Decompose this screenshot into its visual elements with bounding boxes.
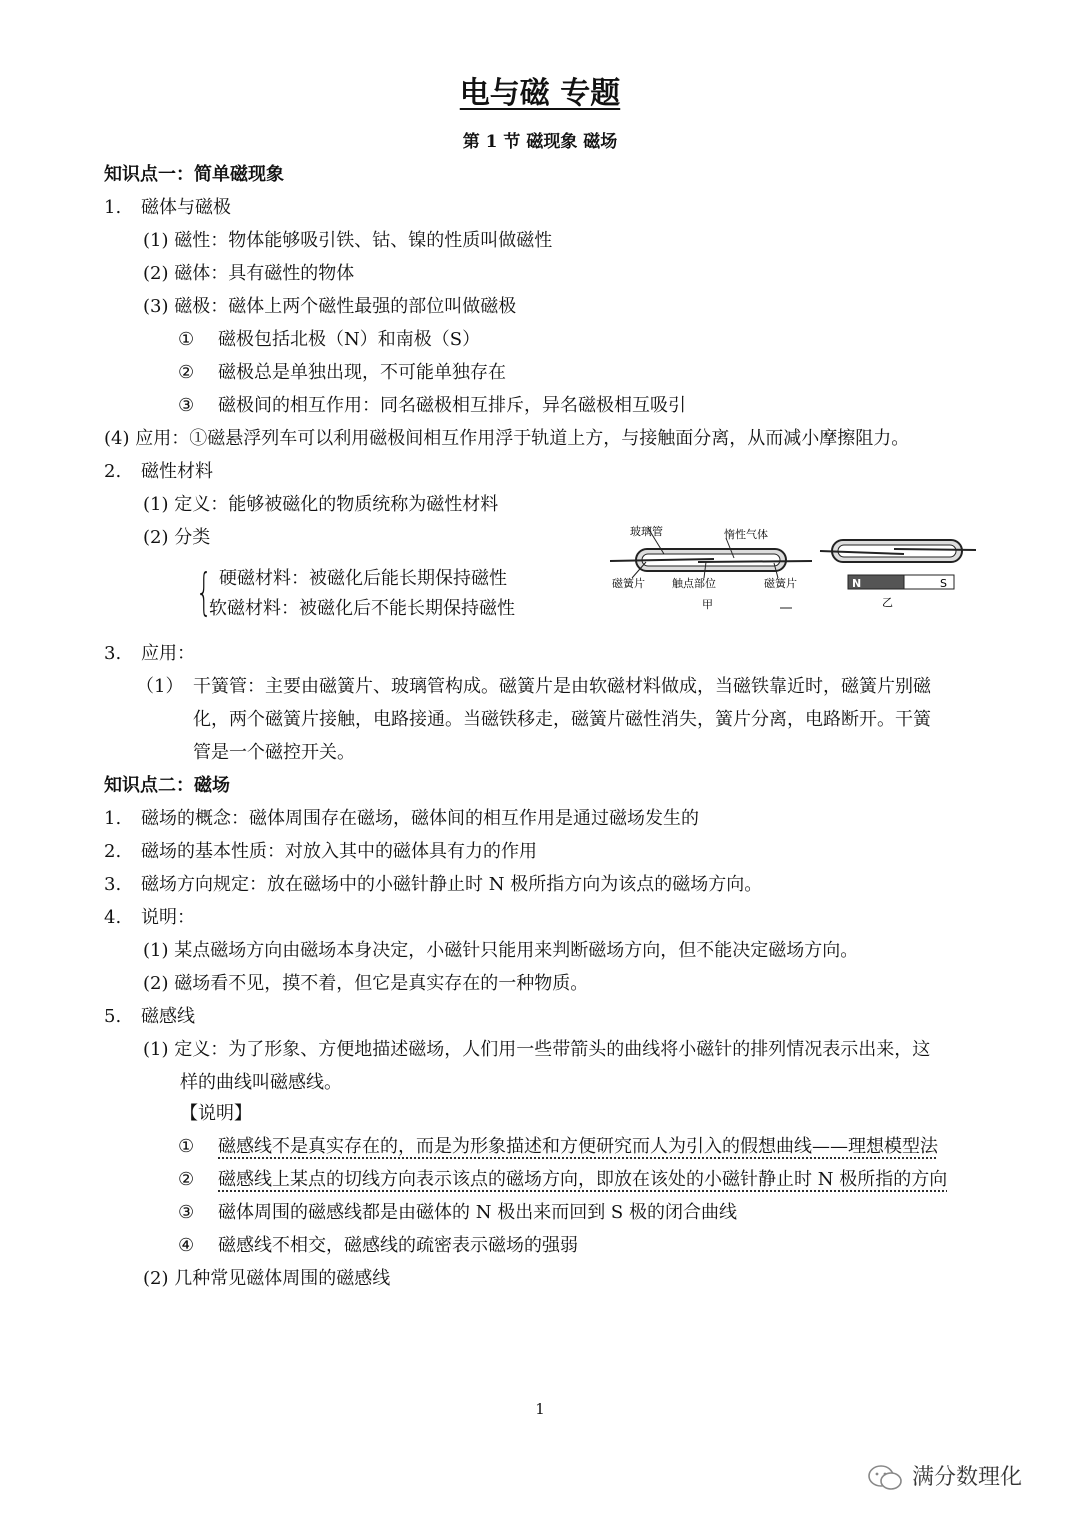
- reed-switch-figure: [606, 518, 986, 618]
- item-number: 5.: [104, 1006, 122, 1027]
- label-contact: 触点部位: [672, 577, 716, 590]
- item-text: 说明：: [141, 907, 195, 928]
- note-item-text: 磁体周围的磁感线都是由磁体的 N 极出来而回到 S 极的闭合曲线: [218, 1202, 737, 1223]
- item-number: 4.: [104, 907, 122, 928]
- magnet-n-label: N: [852, 577, 862, 590]
- sub-item-number: （1）: [136, 676, 184, 697]
- circled-item-text: 磁极总是单独出现，不可能单独存在: [218, 362, 506, 383]
- circled-number: ④: [178, 1235, 195, 1256]
- label-yi: 乙: [882, 596, 893, 609]
- watermark-text: 满分数理化: [912, 1465, 1023, 1490]
- reed-switch-jia: [610, 524, 812, 611]
- reed-switch-yi: [820, 540, 976, 609]
- note-item-text: 磁感线上某点的切线方向表示该点的磁场方向，即放在该处的小磁针静止时 N 极所指的方向: [218, 1169, 948, 1190]
- item-text: 磁感线: [141, 1006, 195, 1027]
- sub-item: (2) 几种常见磁体周围的磁感线: [143, 1268, 391, 1289]
- circled-number: ①: [178, 1136, 195, 1157]
- item-text: 应用：: [141, 643, 195, 664]
- sub-item-continued: 样的曲线叫磁感线。: [180, 1072, 342, 1093]
- label-reed-right: 磁簧片: [764, 577, 797, 590]
- magnet-s-label: S: [940, 577, 947, 590]
- sub-item: (1) 某点磁场方向由磁场本身决定，小磁针只能用来判断磁场方向，但不能决定磁场方向。: [143, 940, 859, 961]
- circled-item-text: 磁极间的相互作用：同名磁极相互排斥，异名磁极相互吸引: [218, 395, 686, 416]
- item-number: 3.: [104, 643, 122, 664]
- circled-number: ②: [178, 362, 195, 383]
- label-jia: 甲: [702, 598, 713, 611]
- item-text: 磁场的概念：磁体周围存在磁场，磁体间的相互作用是通过磁场发生的: [141, 808, 699, 829]
- item-number: 2.: [104, 461, 122, 482]
- wechat-icon: [866, 1463, 906, 1493]
- knowledge-point-2-heading: 知识点二：磁场: [104, 775, 230, 796]
- item-text: 磁性材料: [141, 461, 213, 482]
- sub-item: (2) 分类: [143, 527, 211, 548]
- sub-item: (1) 磁性：物体能够吸引铁、钴、镍的性质叫做磁性: [143, 230, 553, 251]
- item-number: 3.: [104, 874, 122, 895]
- circled-number: ①: [178, 329, 195, 350]
- item-number: 1.: [104, 808, 122, 829]
- sub-item: (3) 磁极：磁体上两个磁性最强的部位叫做磁极: [143, 296, 517, 317]
- sub-item: (2) 磁场看不见，摸不着，但它是真实存在的一种物质。: [143, 973, 589, 994]
- soft-magnetic-material: 软磁材料：被磁化后不能长期保持磁性: [209, 598, 515, 619]
- note-heading: 【说明】: [180, 1103, 252, 1124]
- hard-magnetic-material: 硬磁材料：被磁化后能长期保持磁性: [219, 568, 507, 589]
- circled-number: ③: [178, 1202, 195, 1223]
- document-title: 电与磁 专题: [459, 76, 621, 111]
- sub-item: (1) 定义：为了形象、方便地描述磁场，人们用一些带箭头的曲线将小磁针的排列情况表示出来，这: [143, 1039, 931, 1060]
- brace: {: [196, 563, 212, 621]
- sub-item: (1) 定义：能够被磁化的物质统称为磁性材料: [143, 494, 499, 515]
- label-reed-left: 磁簧片: [612, 577, 645, 590]
- paragraph-line: 化，两个磁簧片接触，电路接通。当磁铁移走，磁簧片磁性消失，簧片分离，电路断开。干簧: [193, 709, 931, 730]
- note-item-text: 磁感线不相交，磁感线的疏密表示磁场的强弱: [218, 1235, 578, 1256]
- item-text: 磁场的基本性质：对放入其中的磁体具有力的作用: [141, 841, 537, 862]
- circled-number: ③: [178, 395, 195, 416]
- item-text: 磁体与磁极: [141, 197, 231, 218]
- paragraph-line: 管是一个磁控开关。: [193, 742, 355, 763]
- circled-number: ②: [178, 1169, 195, 1190]
- item-number: 1.: [104, 197, 122, 218]
- note-item-text: 磁感线不是真实存在的，而是为形象描述和方便研究而人为引入的假想曲线——理想模型法: [218, 1136, 938, 1157]
- paragraph-line: 干簧管：主要由磁簧片、玻璃管构成。磁簧片是由软磁材料做成，当磁铁靠近时，磁簧片别磁: [193, 676, 931, 697]
- section-subtitle: 第 1 节 磁现象 磁场: [462, 132, 618, 152]
- page-number: 1: [535, 1400, 545, 1418]
- knowledge-point-1-heading: 知识点一：简单磁现象: [104, 164, 284, 185]
- sub-item-application: (4) 应用：①磁悬浮列车可以利用磁极间相互作用浮于轨道上方，与接触面分离，从而减小摩擦阻力。: [104, 428, 910, 449]
- circled-item-text: 磁极包括北极（N）和南极（S）: [218, 329, 481, 350]
- item-number: 2.: [104, 841, 122, 862]
- label-inert-gas: 惰性气体: [724, 528, 768, 541]
- item-text: 磁场方向规定：放在磁场中的小磁针静止时 N 极所指方向为该点的磁场方向。: [141, 874, 763, 895]
- label-glass-tube: 玻璃管: [630, 525, 663, 538]
- sub-item: (2) 磁体：具有磁性的物体: [143, 263, 355, 284]
